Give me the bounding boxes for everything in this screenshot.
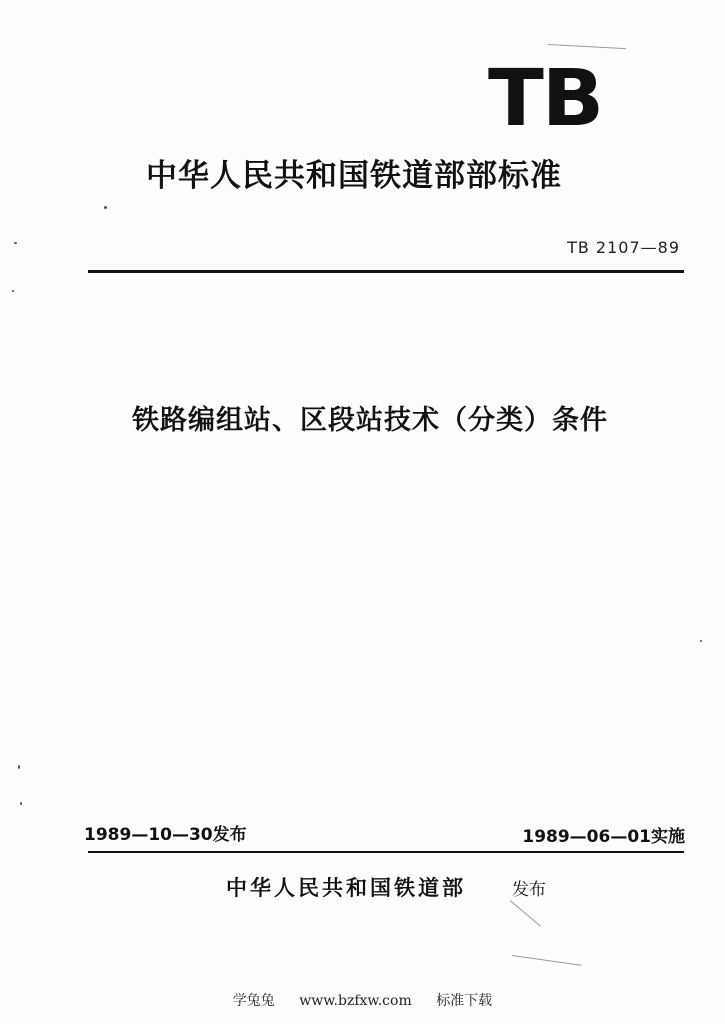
issuer-name: 中华人民共和国铁道部 xyxy=(226,876,466,900)
footer-download-label: 标准下载 xyxy=(436,993,493,1009)
effective-date: 1989—06—01实施 xyxy=(522,827,685,847)
scan-speck xyxy=(104,206,107,209)
footer-credit xyxy=(0,990,725,1010)
scan-scratch xyxy=(510,900,541,926)
scan-scratch xyxy=(512,955,581,966)
scan-speck xyxy=(14,242,17,244)
organization-title: 中华人民共和国铁道部部标准 xyxy=(146,158,562,194)
scan-speck xyxy=(700,640,702,642)
document-title: 铁路编组站、区段站技术（分类）条件 xyxy=(132,405,608,436)
standard-number: TB 2107—89 xyxy=(567,238,680,257)
scan-scratch xyxy=(548,44,626,49)
bottom-divider xyxy=(88,851,684,853)
footer-site-url[interactable]: www.bzfxw.com xyxy=(299,993,412,1009)
footer-site-name: 学兔兔 xyxy=(232,993,275,1009)
scan-speck xyxy=(18,765,20,769)
release-date: 1989—10—30发布 xyxy=(84,825,247,845)
issuer-action: 发布 xyxy=(512,880,546,900)
tb-logo: TB xyxy=(488,54,603,144)
top-divider xyxy=(88,270,684,273)
scan-speck xyxy=(20,802,22,805)
scan-speck xyxy=(12,290,14,292)
